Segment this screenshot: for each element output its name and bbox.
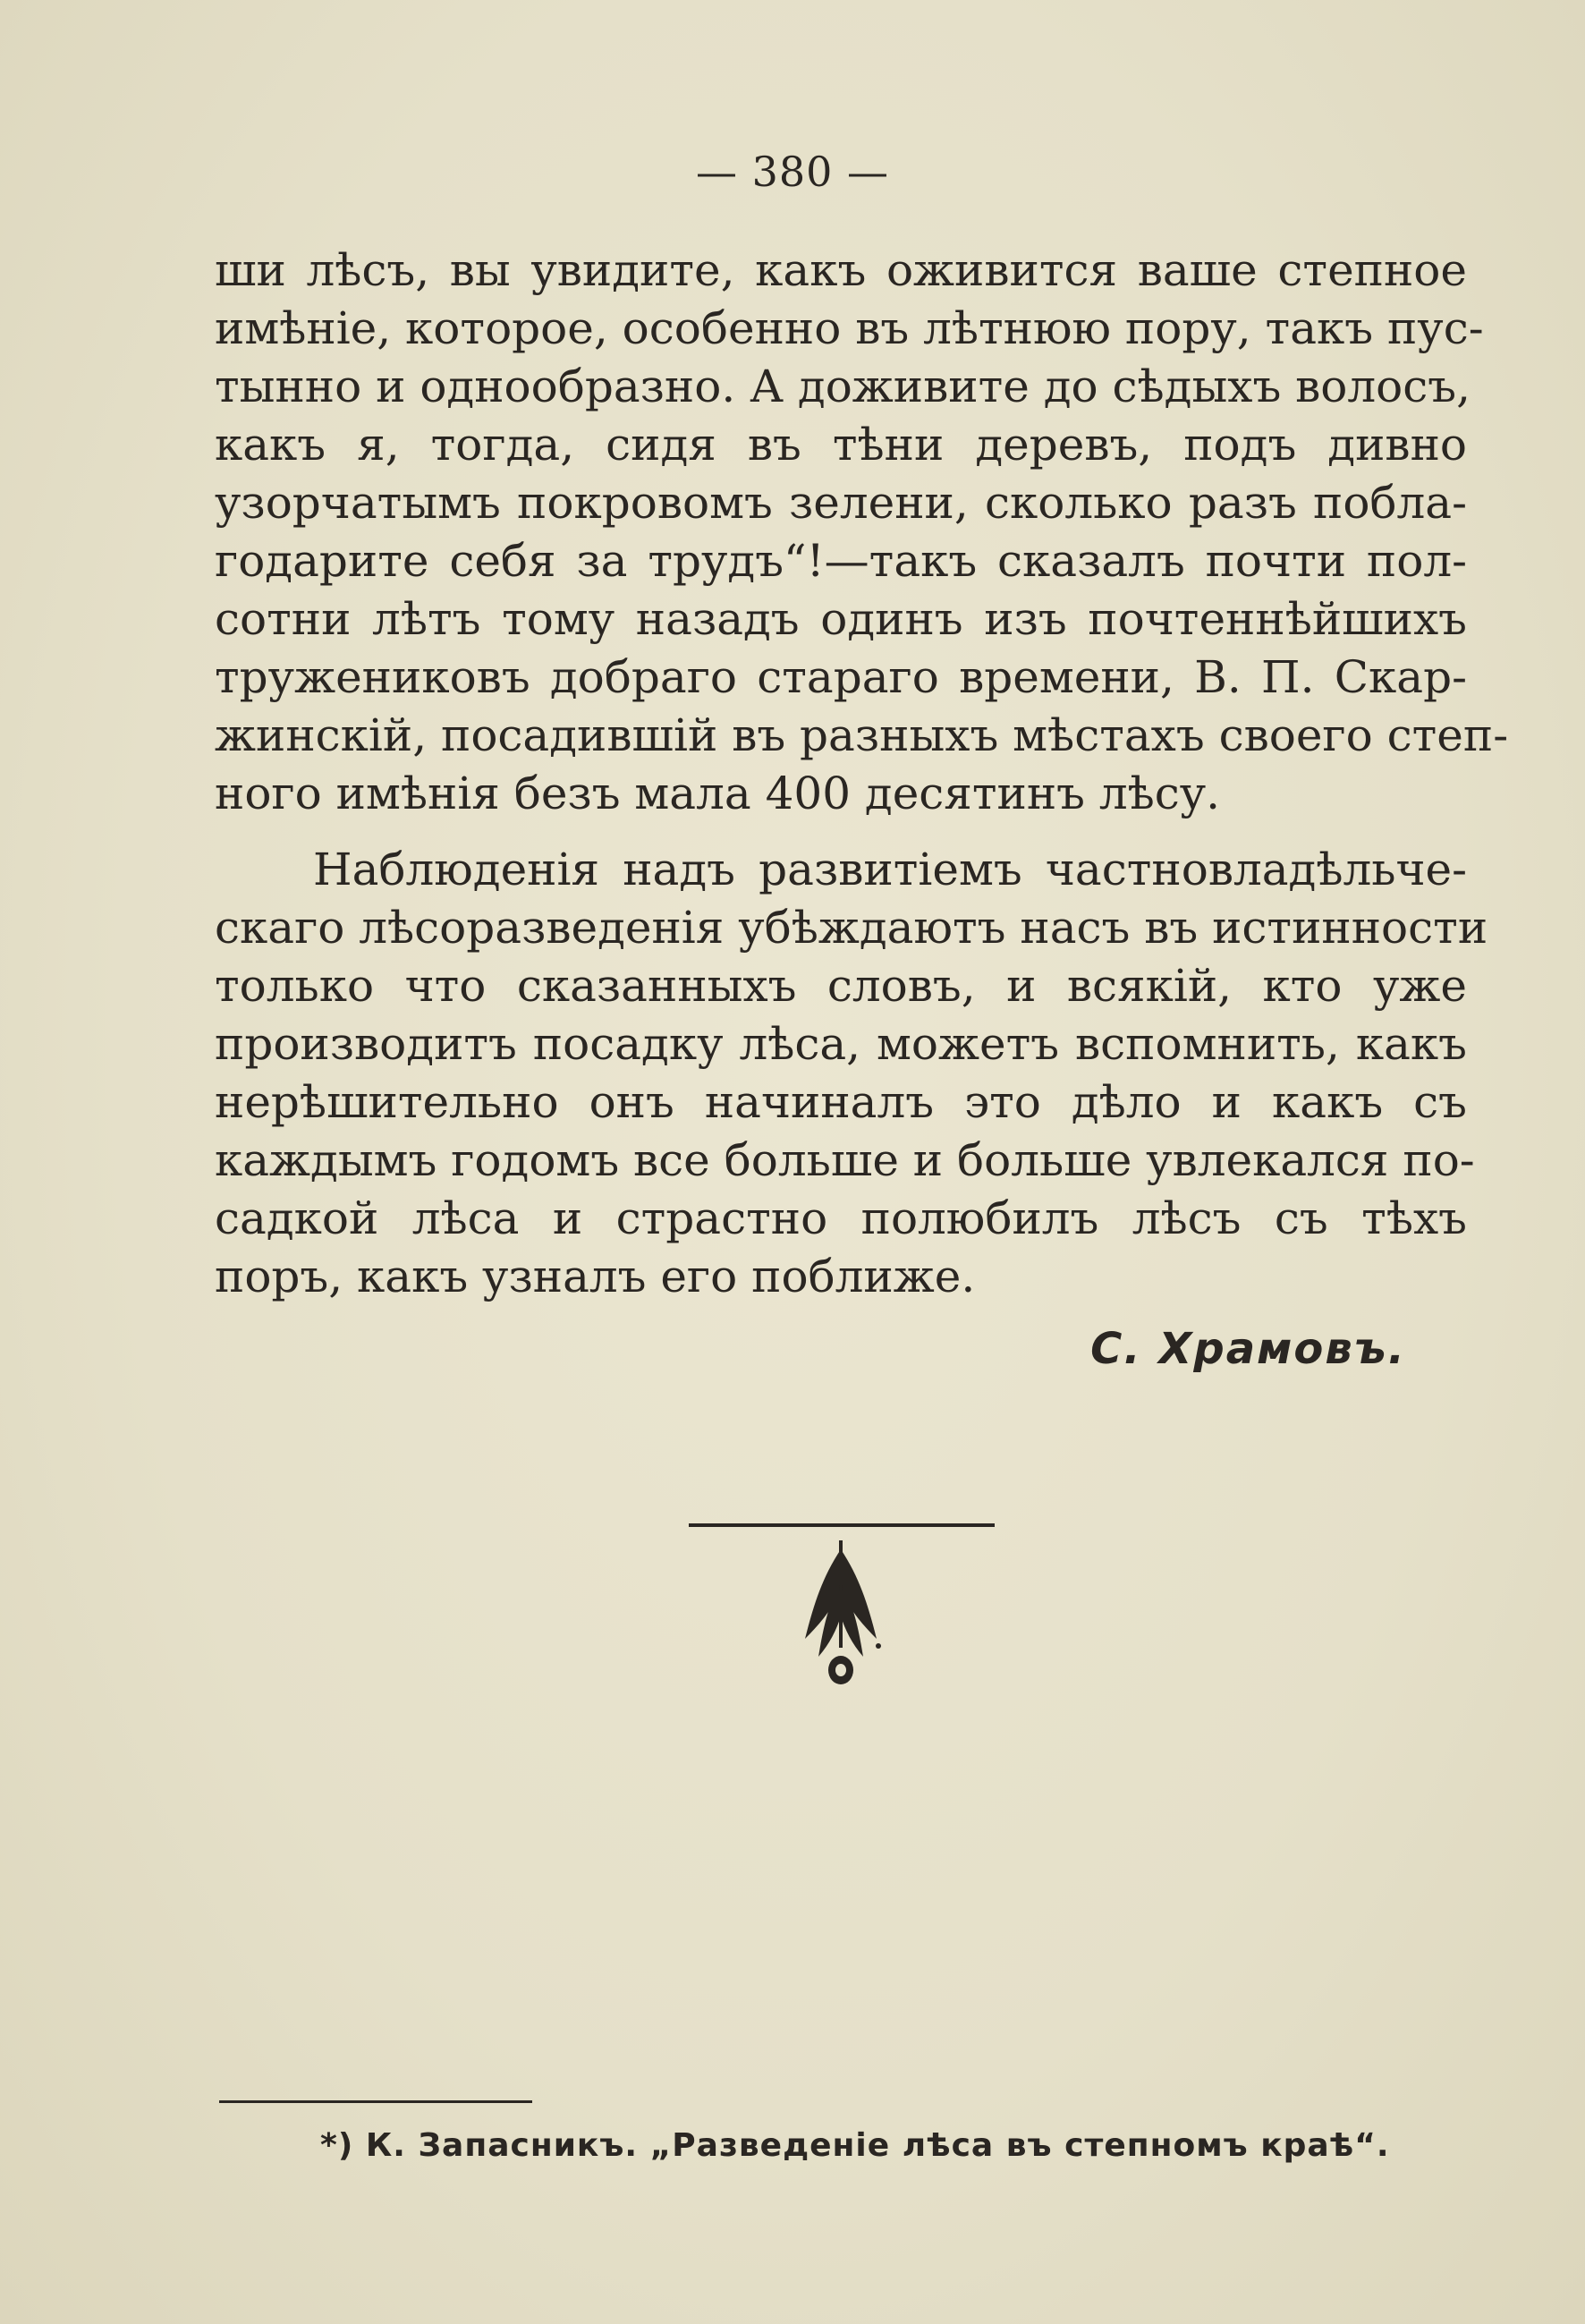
author-signature: С. Храмовъ. bbox=[1090, 1324, 1406, 1374]
text-line: нерѣшительно онъ начиналъ это дѣло и какъ съ bbox=[215, 1076, 1467, 1128]
text-line: садкой лѣса и страстно полюбилъ лѣсъ съ тѣхъ bbox=[215, 1192, 1467, 1244]
text-line: сотни лѣтъ тому назадъ одинъ изъ почтеннѣйшихъ bbox=[215, 593, 1467, 645]
text-line: узорчатымъ покровомъ зелени, сколько разъ побла- bbox=[215, 477, 1467, 529]
footnote: *) К. Запасникъ. „Разведеніе лѣса въ степномъ краѣ“. bbox=[320, 2127, 1390, 2164]
text-line: какъ я, тогда, сидя въ тѣни деревъ, подъ дивно bbox=[215, 419, 1467, 471]
paragraph-1 bbox=[215, 242, 1509, 823]
paragraph-2 bbox=[215, 841, 1488, 1306]
page-number: — 380 — bbox=[695, 148, 890, 196]
footnote-divider bbox=[219, 2100, 532, 2103]
text-line: поръ, какъ узналъ его поближе. bbox=[215, 1251, 976, 1302]
text-line: только что сказанныхъ словъ, и всякій, кто уже bbox=[215, 960, 1467, 1012]
text-line: ного имѣнія безъ мала 400 десятинъ лѣсу. bbox=[215, 768, 1221, 819]
text-line: имѣніе, которое, особенно въ лѣтнюю пору, такъ пус- bbox=[215, 302, 1484, 354]
text-line: скаго лѣсоразведенія убѣждаютъ насъ въ истинности bbox=[215, 902, 1488, 954]
main-text bbox=[215, 242, 1509, 1306]
paragraph-gap bbox=[215, 823, 1467, 841]
text-line: годарите себя за трудъ“!—такъ сказалъ почти пол- bbox=[215, 535, 1467, 587]
flower-tailpiece-icon bbox=[787, 1531, 894, 1692]
text-line: тружениковъ добраго стараго времени, В. П. Скар- bbox=[215, 651, 1467, 703]
text-line: Наблюденія надъ развитіемъ частновладѣльче- bbox=[313, 844, 1467, 895]
text-line: каждымъ годомъ все больше и больше увлекался по- bbox=[215, 1134, 1475, 1186]
text-line: ши лѣсъ, вы увидите, какъ оживится ваше степное bbox=[215, 244, 1467, 296]
text-line: производитъ посадку лѣса, можетъ вспомнить, какъ bbox=[215, 1018, 1467, 1070]
section-divider bbox=[689, 1523, 995, 1527]
text-line: тынно и однообразно. А доживите до сѣдыхъ волосъ, bbox=[215, 360, 1471, 412]
text-line: жинскій, посадившій въ разныхъ мѣстахъ своего степ- bbox=[215, 709, 1509, 761]
